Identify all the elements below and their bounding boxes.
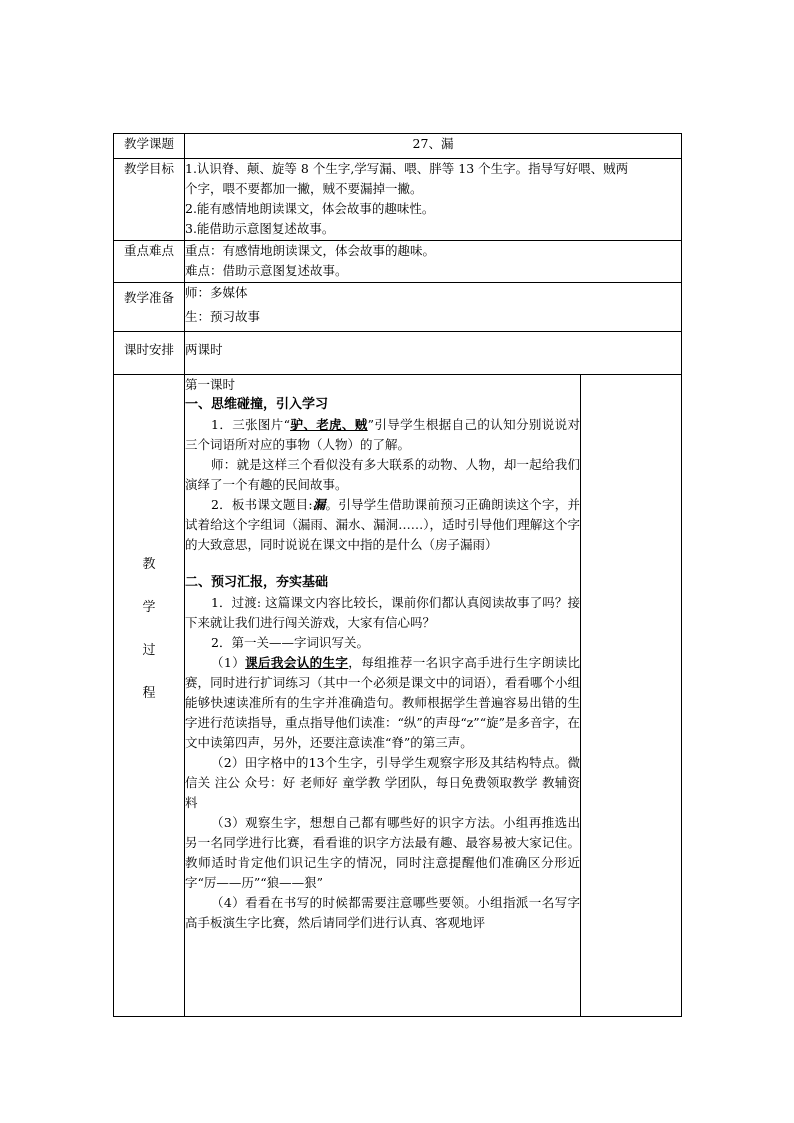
value-goals <box>185 159 682 241</box>
paragraph: 1．过渡: 这篇课文内容比较长，课前你们都认真阅读故事了吗？接下来就让我们进行闯关游戏，大家有信心吗？ <box>185 595 580 630</box>
lesson-title-word: 漏 <box>312 497 326 512</box>
paragraph: 2．第一关——字词识写关。 <box>211 635 369 650</box>
paragraph: （1）课后我会认的生字，每组推荐一名识字高手进行生字朗读比赛，同时进行扩词练习（其中一个必须是课文中的词语），看看哪个小组能够快速读准所有的生字并准确造句。教师根据学生普遍容易出错的生字进行范读指导，重点指导他们读准：“纵”的声母“z”“旋”是多音字，在文中读第四声，另外，还要注意读准“脊”的第三声。 <box>185 655 580 750</box>
process-content <box>185 375 581 1017</box>
row-process <box>114 375 682 1017</box>
row-keypoints <box>114 241 682 283</box>
process-char: 教 <box>142 557 156 572</box>
label-keypoints: 重点难点 <box>114 241 185 283</box>
process-char: 学 <box>142 600 156 615</box>
value-topic: 27、漏 <box>185 134 682 159</box>
difficulty-line: 难点：借助示意图复述故事。 <box>185 263 348 278</box>
session-title: 第一课时 <box>185 377 236 392</box>
goal-line: 3.能借助示意图复述故事。 <box>185 221 335 236</box>
prep-student: 生：预习故事 <box>185 309 261 324</box>
label-topic: 教学课题 <box>114 134 185 159</box>
row-schedule <box>114 332 682 375</box>
paragraph: （3）观察生字，想想自己都有哪些好的识字方法。小组再推选出另一名同学进行比赛，看看谁的识字方法最有趣、最容易被大家记住。教师适时肯定他们识记生字的情况，同时注意提醒他们准确区分形近字“厉——历”“狼——狠” <box>185 815 580 890</box>
bold-words: 课后我会认的生字 <box>245 655 349 670</box>
prep-teacher: 师：多媒体 <box>185 285 248 300</box>
row-prep <box>114 283 682 332</box>
label-prep: 教学准备 <box>114 283 185 332</box>
goal-line: 1.认识脊、颠、旋等 8 个生字,学写漏、喂、胖等 13 个生字。指导写好喂、贼两 <box>185 161 629 176</box>
process-char: 程 <box>142 686 156 701</box>
section-heading-1: 一、思维碰撞，引入学习 <box>185 397 329 412</box>
value-schedule: 两课时 <box>185 332 682 375</box>
value-prep <box>185 283 682 332</box>
value-keypoints <box>185 241 682 283</box>
lesson-plan-table <box>113 133 682 1017</box>
label-goals: 教学目标 <box>114 159 185 241</box>
paragraph: 师：就是这样三个看似没有多大联系的动物、人物，却一起给我们演绎了一个有趣的民间故事。 <box>185 457 580 492</box>
label-process <box>114 375 185 1017</box>
row-goals <box>114 159 682 241</box>
section-heading-2: 二、预习汇报，夯实基础 <box>185 575 329 590</box>
goal-line: 2.能有感情地朗读课文，体会故事的趣味性。 <box>185 201 435 216</box>
process-char: 过 <box>142 643 156 658</box>
paragraph: 1．三张图片“驴、老虎、贼”引导学生根据自己的认知分别说说对三个词语所对应的事物（人物）的了解。 <box>185 417 580 452</box>
paragraph: （2）田字格中的13个生字，引导学生观察字形及其结构特点。微 信关 注公 众号：好 老师好 童学教 学团队，每日免费领取教学 教辅资料 <box>185 755 580 810</box>
bold-words: 驴、老虎、贼 <box>290 417 368 432</box>
paragraph: 2．板书课文题目:漏。引导学生借助课前预习正确朗读这个字，并试着给这个字组词（漏雨、漏水、漏洞……），适时引导他们理解这个字的大致意思，同时说说在课文中指的是什么（房子漏雨） <box>185 497 580 552</box>
paragraph: （4）看看在书写的时候都需要注意哪些要领。小组指派一名写字高手板演生字比赛，然后请同学们进行认真、客观地评 <box>185 895 580 930</box>
goal-line: 个字，喂不要都加一撇，贼不要漏掉一撇。 <box>185 181 423 196</box>
row-topic <box>114 134 682 159</box>
notes-column <box>581 375 682 1017</box>
keypoint-line: 重点：有感情地朗读课文，体会故事的趣味。 <box>185 243 436 258</box>
label-schedule: 课时安排 <box>114 332 185 375</box>
